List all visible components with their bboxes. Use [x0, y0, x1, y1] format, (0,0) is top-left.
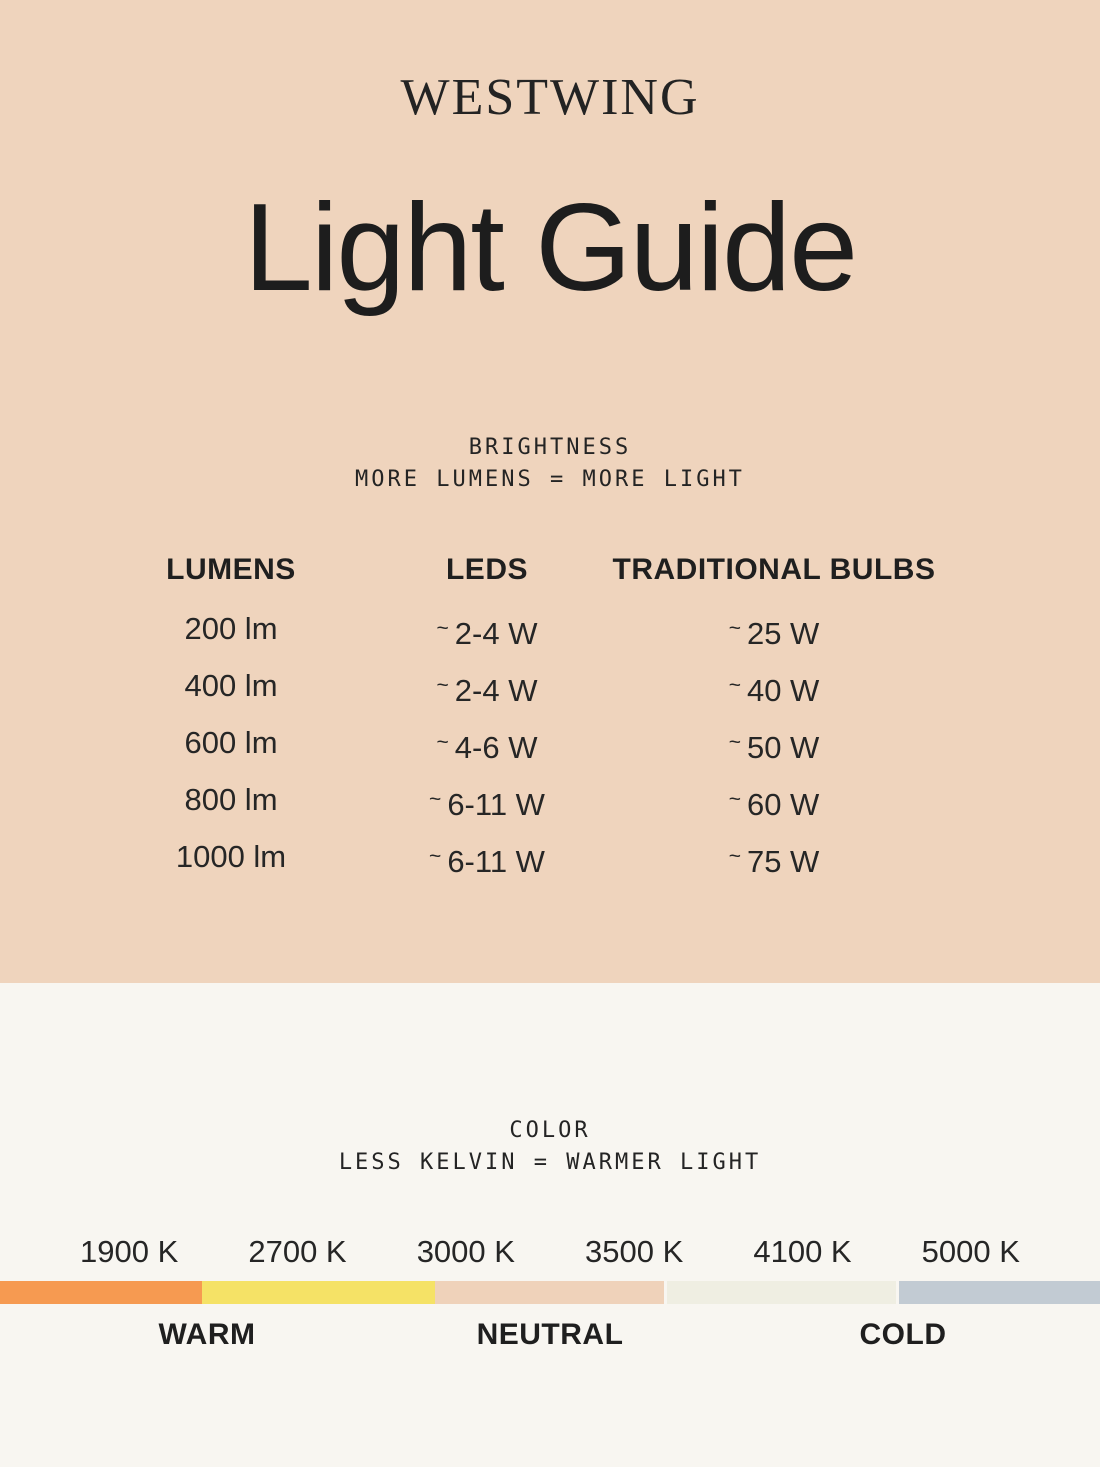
column-header-traditional-bulbs: TRADITIONAL BULBS: [612, 553, 936, 586]
column-header-lumens: LUMENS: [166, 553, 296, 586]
column-header-leds: LEDS: [445, 553, 528, 586]
approx-symbol: ~: [429, 845, 442, 868]
kelvin-label: 4100 K: [753, 1234, 852, 1269]
color-subheading: LESS KELVIN = WARMER LIGHT: [338, 1150, 762, 1175]
bulb-watts-text: 75 W: [746, 844, 820, 879]
lumens-value: 600 lm: [184, 725, 278, 760]
temperature-labels: [0, 1318, 1100, 1358]
brightness-subheading: MORE LUMENS = MORE LIGHT: [355, 467, 745, 492]
leds-watts-text: 2-4 W: [454, 616, 538, 651]
label-cold: COLD: [859, 1318, 947, 1351]
approx-symbol: ~: [728, 788, 741, 811]
color-segment-cold-blue: [899, 1281, 1100, 1304]
table-row: [100, 660, 936, 717]
lumens-value: 800 lm: [184, 782, 278, 817]
bulb-watts-text: 60 W: [746, 787, 820, 822]
kelvin-label: 3500 K: [585, 1234, 684, 1269]
table-row: [100, 603, 936, 660]
color-temperature-section: [0, 983, 1100, 1467]
approx-symbol: ~: [728, 731, 741, 754]
kelvin-label: 5000 K: [921, 1234, 1020, 1269]
leds-watts-text: 6-11 W: [447, 844, 545, 879]
bulb-watts-value: [612, 717, 936, 774]
label-neutral: NEUTRAL: [476, 1318, 624, 1351]
table-row: [100, 774, 936, 831]
leds-watts-value: [362, 717, 612, 774]
color-segment-neutral-peach: [435, 1281, 664, 1304]
bulb-watts-text: 40 W: [746, 673, 820, 708]
color-segment-neutral-cream: [667, 1281, 896, 1304]
color-heading: COLOR: [509, 1118, 591, 1143]
approx-symbol: ~: [436, 617, 449, 640]
leds-watts-text: 4-6 W: [454, 730, 538, 765]
color-temperature-bar: [0, 1281, 1100, 1304]
table-row: [100, 717, 936, 774]
leds-watts-value: [362, 603, 612, 660]
color-segment-warm-yellow: [202, 1281, 435, 1304]
kelvin-label: 2700 K: [248, 1234, 347, 1269]
brand-logo: WESTWING: [400, 69, 700, 126]
bulb-watts-value: [612, 660, 936, 717]
table-row: [100, 831, 936, 888]
bulb-watts-text: 25 W: [746, 616, 820, 651]
lumens-value: 400 lm: [184, 668, 278, 703]
lumens-value: 1000 lm: [175, 839, 287, 874]
bulb-watts-value: [612, 603, 936, 660]
leds-watts-value: [362, 831, 612, 888]
bulb-watts-value: [612, 831, 936, 888]
lumens-table: [100, 555, 936, 888]
leds-watts-text: 2-4 W: [454, 673, 538, 708]
approx-symbol: ~: [436, 674, 449, 697]
color-segment-warm-orange: [0, 1281, 202, 1304]
leds-watts-value: [362, 774, 612, 831]
bulb-watts-value: [612, 774, 936, 831]
brightness-heading: BRIGHTNESS: [468, 435, 632, 460]
page-title: Light Guide: [243, 179, 857, 317]
bulb-watts-text: 50 W: [746, 730, 820, 765]
approx-symbol: ~: [436, 731, 449, 754]
leds-watts-text: 6-11 W: [447, 787, 545, 822]
approx-symbol: ~: [728, 845, 741, 868]
lumens-value: 200 lm: [184, 611, 278, 646]
kelvin-label: 1900 K: [80, 1234, 179, 1269]
lumens-table-header: [100, 555, 936, 585]
approx-symbol: ~: [728, 617, 741, 640]
lumens-table-body: [100, 603, 936, 888]
leds-watts-value: [362, 660, 612, 717]
kelvin-scale-labels: [0, 1234, 1100, 1270]
label-warm: WARM: [158, 1318, 256, 1351]
approx-symbol: ~: [728, 674, 741, 697]
kelvin-label: 3000 K: [416, 1234, 515, 1269]
approx-symbol: ~: [429, 788, 442, 811]
